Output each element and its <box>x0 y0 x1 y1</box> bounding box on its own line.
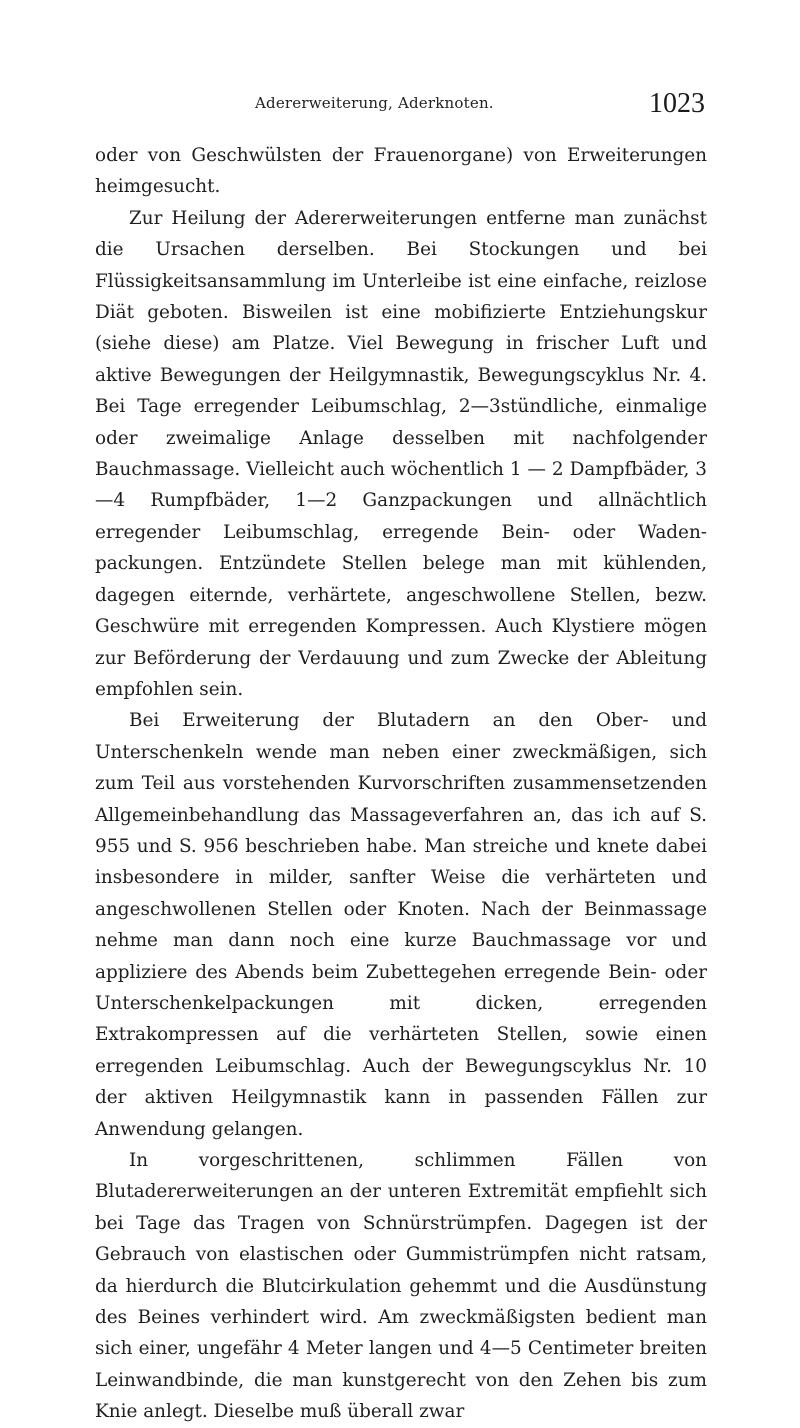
paragraph: oder von Geschwülsten der Frauenorgane) von Erweiterungen heimgesucht. <box>95 145 707 198</box>
running-title: Adererweiterung, Aderknoten. <box>255 94 494 112</box>
page-number: 1023 <box>649 88 705 119</box>
paragraph: Zur Heilung der Adererweiterungen entferne man zunächst die Ursachen derselben. Bei Stockungen und bei Flüssigkeitsansammlung im Unterleibe ist eine einfache, reizlose Diät geboten. Bisweilen ist eine mobifizierte Entziehungskur (siehe diese) am Platze. Viel Bewegung in frischer Luft und aktive Bewegungen der Heilgymnastik, Bewegungscyklus Nr. 4. Bei Tage erregender Leibumschlag, 2—3stündliche, einmalige oder zweimalige Anlage desselben mit nachfolgender Bauchmassage. Vielleicht auch wöchentlich 1 — 2 Dampfbäder, 3—4 Rumpfbäder, 1—2 Ganzpackungen und allnächtlich erregender Leibumschlag, erregende Bein- oder Waden-packungen. Entzündete Stellen belege man mit kühlenden, dagegen eiternde, verhärtete, angeschwollene Stellen, bezw. Geschwüre mit erregenden Kompressen. Auch Klystiere mögen zur Beförderung der Verdauung und zum Zwecke der Ableitung empfohlen sein. <box>95 207 707 700</box>
paragraph: Bei Erweiterung der Blutadern an den Ober- und Unterschenkeln wende man neben einer zweckmäßigen, sich zum Teil aus vorstehenden Kurvorschriften zusammensetzenden Allgemeinbehandlung das Massageverfahren an, das ich auf S. 955 und S. 956 beschrieben habe. Man streiche und knete dabei insbesondere in milder, sanfter Weise die verhärteten und angeschwollenen Stellen oder Knoten. Nach der Beinmassage nehme man dann noch eine kurze Bauchmassage vor und appliziere des Abends beim Zubettegehen erregende Bein- oder Unterschenkelpackungen mit dicken, erregenden Extrakompressen auf die verhärteten Stellen, sowie einen erregenden Leibumschlag. Auch der Bewegungscyklus Nr. 10 der aktiven Heilgymnastik kann in passenden Fällen zur Anwendung gelangen. <box>95 710 707 1140</box>
running-head <box>255 88 705 128</box>
paragraph: In vorgeschrittenen, schlimmen Fällen von Blutadererweiterungen an der unteren Extremität empfiehlt sich bei Tage das Tragen von Schnürstrümpfen. Dagegen ist der Gebrauch von elastischen oder Gummistrümpfen nicht ratsam, da hierdurch die Blutcirkulation gehemmt und die Ausdünstung des Beines verhindert wird. Am zweckmäßigsten bedient man sich einer, ungefähr 4 Meter langen und 4—5 Centimeter breiten Leinwandbinde, die man kunstgerecht von den Zehen bis zum Knie anlegt. Dieselbe muß überall zwar <box>95 1150 707 1423</box>
body-text <box>95 140 707 1428</box>
